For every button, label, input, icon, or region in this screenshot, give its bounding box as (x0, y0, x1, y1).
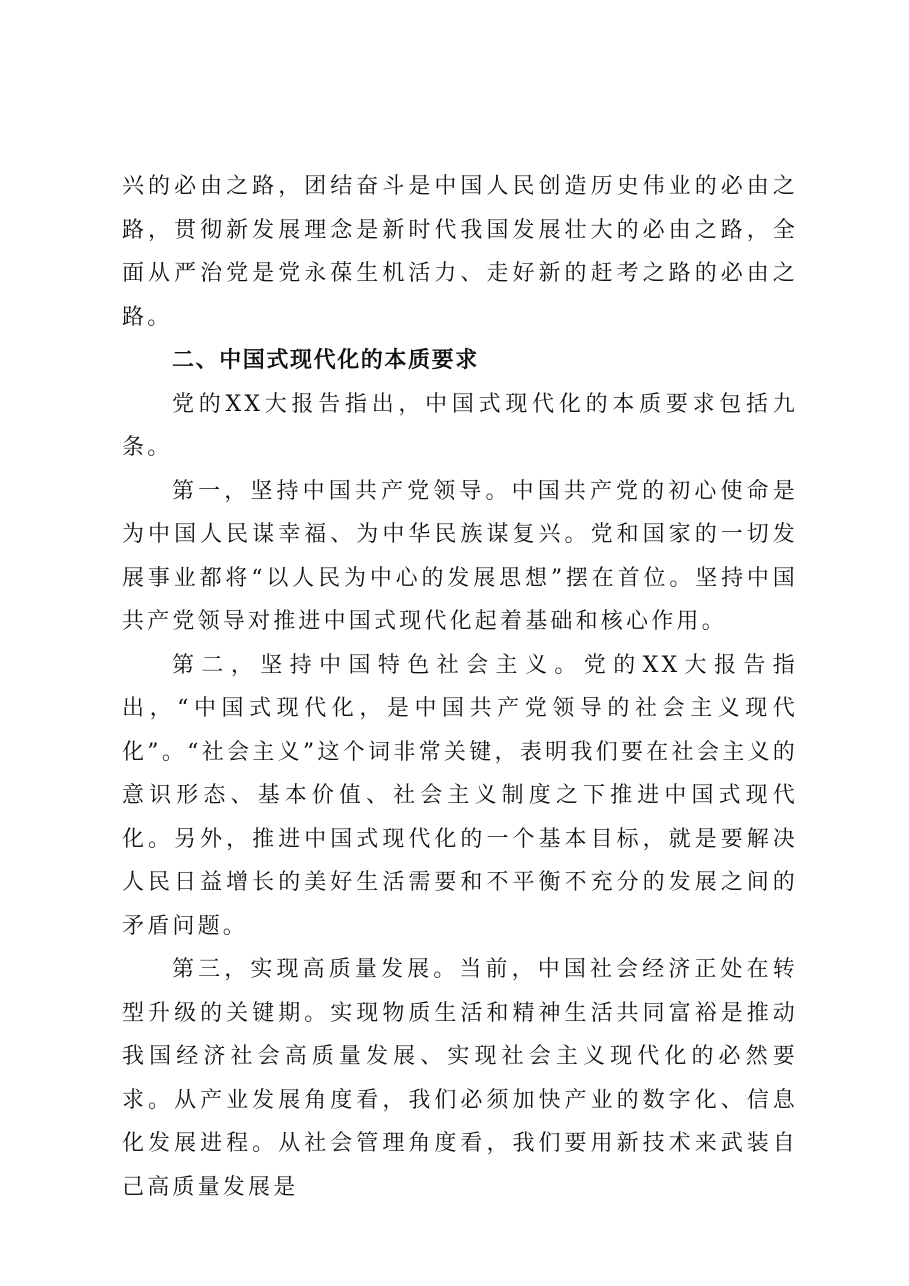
paragraph-continuation: 兴的必由之路，团结奋斗是中国人民创造历史伟业的必由之路，贯彻新发展理念是新时代我国发展壮大的必由之路，全面从严治党是党永葆生机活力、走好新的赶考之路的必由之路。 (122, 174, 798, 330)
paragraph-first: 第一，坚持中国共产党领导。中国共产党的初心使命是为中国人民谋幸福、为中华民族谋复兴。党和国家的一切发展事业都将“以人民为中心的发展思想”摆在首位。坚持中国共产党领导对推进中国式现代化起着基础和核心作用。 (122, 478, 798, 634)
section-heading: 二、中国式现代化的本质要求 (172, 348, 479, 373)
document-body (122, 165, 798, 1209)
paragraph-second: 第二，坚持中国特色社会主义。党的XX大报告指出，“中国式现代化，是中国共产党领导的社会主义现代化”。“社会主义”这个词非常关键，表明我们要在社会主义的意识形态、基本价值、社会主义制度之下推进中国式现代化。另外，推进中国式现代化的一个基本目标，就是要解决人民日益增长的美好生活需要和不平衡不充分的发展之间的矛盾问题。 (122, 652, 798, 939)
paragraph-intro: 党的XX大报告指出，中国式现代化的本质要求包括九条。 (122, 391, 798, 460)
paragraph-third: 第三，实现高质量发展。当前，中国社会经济正处在转型升级的关键期。实现物质生活和精神生活共同富裕是推动我国经济社会高质量发展、实现社会主义现代化的必然要求。从产业发展角度看，我们必须加快产业的数字化、信息化发展进程。从社会管理角度看，我们要用新技术来武装自己高质量发展是 (122, 957, 798, 1200)
